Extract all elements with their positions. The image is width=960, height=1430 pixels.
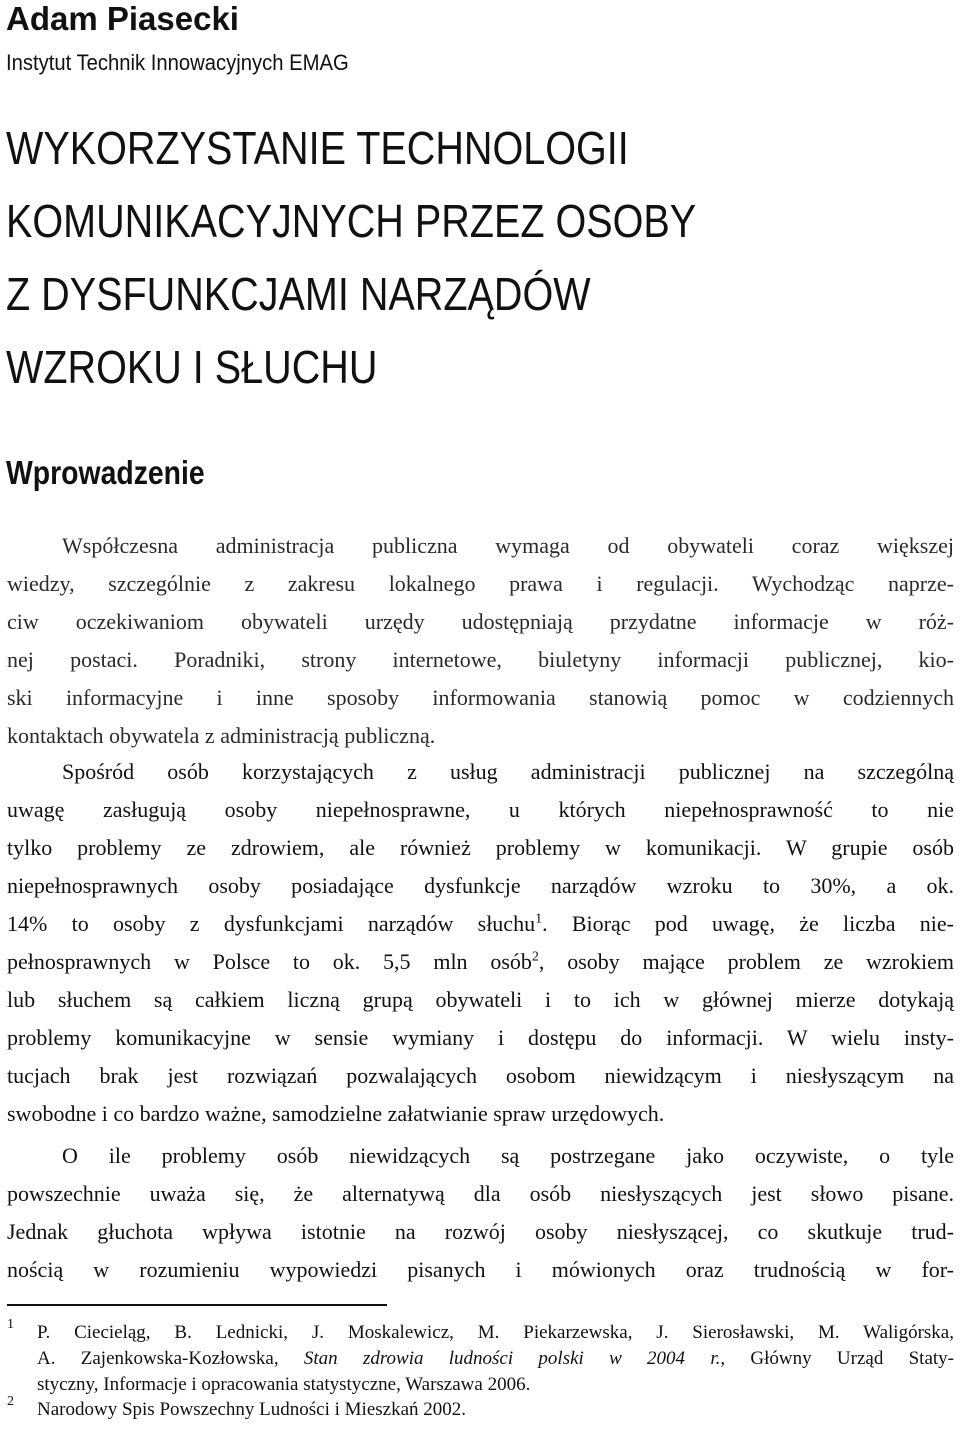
text-segment: pełnosprawnych w Polsce to ok. 5,5 mln osób [7,949,532,974]
footnote-line: styczny, Informacje i opracowania statystyczne, Warszawa 2006. [37,1374,531,1395]
footnote-number: 1 [7,1317,14,1332]
title-line: KOMUNIKACYJNYCH PRZEZ OSOBY [6,195,697,247]
text-line: problemy komunikacyjne w sensie wymiany i dostępu do informacji. W wielu insty- [7,1025,954,1050]
text-line: O ile problemy osób niewidzących są postrzegane jako oczywiste, o tyle [62,1143,954,1168]
footnote-ref-1[interactable]: 1 [535,911,543,927]
article-title [6,112,696,404]
text-line [7,943,954,981]
footnote-line [37,1346,954,1372]
text-line: Jednak głuchota wpływa istotnie na rozwój osoby niesłyszącej, co skutkuje trud- [7,1219,954,1244]
footnote-line: P. Ciecieląg, B. Lednicki, J. Moskalewicz, M. Piekarzewska, J. Sierosławski, M. Waligórska, [37,1322,954,1343]
text-line: ski informacyjne i inne sposoby informowania stanowią pomoc w codziennych [7,685,954,710]
text-line [7,905,954,943]
text-line: nością w rozumieniu wypowiedzi pisanych i mówionych oraz trudnością w for- [7,1257,954,1282]
footnote-line: Narodowy Spis Powszechny Ludności i Mieszkań 2002. [37,1399,467,1420]
text-segment: A. Zajenkowska-Kozłowska, [37,1348,304,1369]
footnote-ref-2[interactable]: 2 [531,949,539,965]
text-line: niepełnosprawnych osoby posiadające dysfunkcje narządów wzroku to 30%, a ok. [7,873,954,898]
paragraph-deafness [7,1137,954,1289]
text-segment: , Główny Urząd Staty- [720,1348,954,1369]
text-line: powszechnie uważa się, że alternatywą dla osób niesłyszących jest słowo pisane. [7,1181,954,1206]
text-line: wiedzy, szczególnie z zakresu lokalnego prawa i regulacji. Wychodząc naprze- [7,571,954,596]
text-line: uwagę zasługują osoby niepełnosprawne, u których niepełnosprawność to nie [7,797,954,822]
text-line: kontaktach obywatela z administracją publiczną. [7,723,436,748]
footnote-number: 2 [7,1394,14,1409]
text-line: nej postaci. Poradniki, strony internetowe, biuletyny informacji publicznej, kio- [7,647,954,672]
footnote-text [37,1397,954,1423]
footnote-divider [7,1304,387,1306]
text-segment: 14% to osoby z dysfunkcjami narządów słuchu [7,911,536,936]
text-line: lub słuchem są całkiem liczną grupą obywateli i to ich w głównej mierze dotykają [7,987,954,1012]
text-line: Spośród osób korzystających z usług administracji publicznej na szczególną [62,759,954,784]
title-line: WZROKU I SŁUCHU [6,341,378,393]
text-line: tucjach brak jest rozwiązań pozwalających osobom niewidzącym i niesłyszącym na [7,1063,954,1088]
text-segment: . Biorąc pod uwagę, że liczba nie- [542,911,954,936]
author-affiliation: Instytut Technik Innowacyjnych EMAG [6,50,349,75]
paragraph-intro [7,527,954,755]
cited-title: Stan zdrowia ludności polski w 2004 r. [303,1348,721,1369]
section-heading: Wprowadzenie [6,454,205,491]
text-line: ciw oczekiwaniom obywateli urzędy udostępniają przydatne informacje w róż- [7,609,954,634]
paragraph-disabilities [7,753,954,1133]
footnote-text [37,1320,954,1398]
author-name: Adam Piasecki [6,0,239,37]
text-line: swobodne i co bardzo ważne, samodzielne załatwianie spraw urzędowych. [7,1101,665,1126]
text-line: tylko problemy ze zdrowiem, ale również problemy w komunikacji. W grupie osób [7,835,954,860]
title-line: WYKORZYSTANIE TECHNOLOGII [6,122,629,174]
text-segment: , osoby mające problem ze wzrokiem [538,949,954,974]
title-line: Z DYSFUNKCJAMI NARZĄDÓW [6,268,591,320]
text-line: Współczesna administracja publiczna wymaga od obywateli coraz większej [62,533,954,558]
